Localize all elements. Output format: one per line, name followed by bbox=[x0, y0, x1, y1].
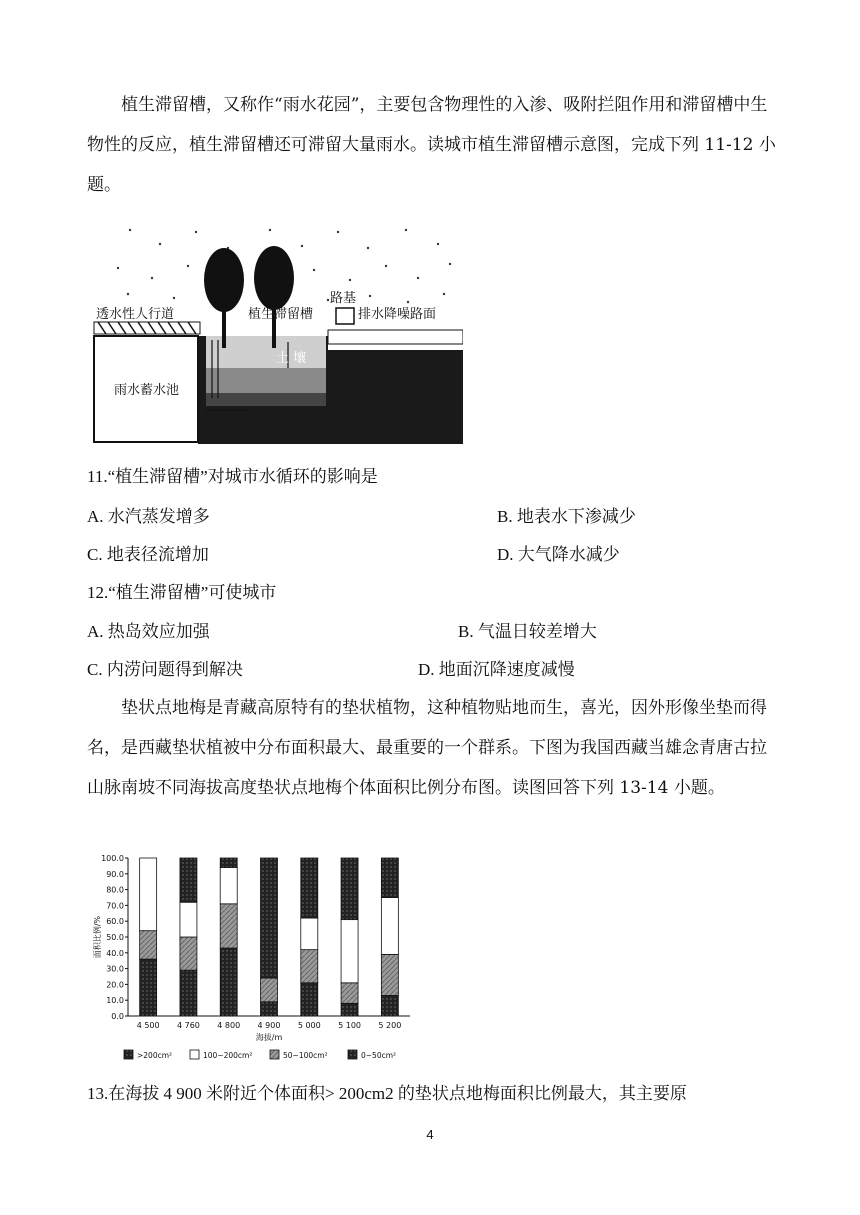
intro-paragraph-2: 垫状点地梅是青藏高原特有的垫状植物，这种植物贴地而生，喜光，因外形像坐垫而得名，是西藏垫状植被中分布面积最大、最重要的一个群系。下图为我国西藏当雄念青唐古拉山脉南坡不同海拔高度垫状点地梅个体面积比例分布图。读图回答下列 13-14 小题。 bbox=[87, 698, 767, 798]
q11-option-b[interactable]: B. 地表水下渗减少 bbox=[497, 507, 636, 526]
bar-segment bbox=[261, 1002, 278, 1016]
soil-label: 土 壤 bbox=[276, 351, 307, 366]
bioretention-diagram bbox=[88, 218, 463, 444]
q11-option-a[interactable]: A. 水汽蒸发增多 bbox=[87, 507, 210, 526]
bar-segment bbox=[381, 995, 398, 1016]
bar-segment bbox=[220, 948, 237, 1016]
bar-segment bbox=[301, 918, 318, 950]
q12-option-b[interactable]: B. 气温日较差增大 bbox=[458, 622, 597, 641]
legend-swatch bbox=[124, 1050, 133, 1059]
x-tick-label: 4 900 bbox=[257, 1021, 281, 1030]
bar-segment bbox=[301, 858, 318, 918]
x-tick-label: 4 500 bbox=[136, 1021, 160, 1030]
y-tick-label: 10.0 bbox=[106, 996, 124, 1006]
bar-segment bbox=[381, 954, 398, 995]
y-tick-label: 90.0 bbox=[106, 869, 124, 879]
bar-segment bbox=[301, 983, 318, 1016]
bar-segment bbox=[220, 867, 237, 903]
bar-segment bbox=[301, 950, 318, 983]
roadbed-label: 路基 bbox=[330, 291, 357, 306]
q12-option-a[interactable]: A. 热岛效应加强 bbox=[87, 622, 210, 641]
sidewalk-label: 透水性人行道 bbox=[96, 307, 175, 322]
q12-stem: 12.“植生滞留槽”可使城市 bbox=[87, 583, 277, 602]
intro-paragraph-1: 植生滞留槽，又称作“雨水花园”，主要包含物理性的入渗、吸附拦阻作用和滞留槽中生物性的反应，植生滞留槽还可滞留大量雨水。读城市植生滞留槽示意图，完成下列 11-12 小题。 bbox=[87, 95, 776, 195]
page-number: 4 bbox=[426, 1127, 434, 1142]
x-tick-label: 5 100 bbox=[338, 1021, 362, 1030]
legend-swatch bbox=[348, 1050, 357, 1059]
x-tick-label: 4 760 bbox=[176, 1021, 200, 1030]
bar-segment bbox=[341, 1003, 358, 1016]
bar-segment bbox=[140, 931, 157, 959]
bar-segment bbox=[180, 970, 197, 1016]
bar-segment bbox=[341, 920, 358, 983]
y-axis-label: 面积比例/% bbox=[93, 915, 102, 959]
bar-segment bbox=[341, 858, 358, 920]
y-tick-label: 20.0 bbox=[106, 980, 124, 990]
pool-label: 雨水蓄水池 bbox=[114, 383, 180, 398]
y-tick-label: 40.0 bbox=[106, 948, 124, 958]
road-surface bbox=[328, 330, 463, 344]
legend-swatch bbox=[190, 1050, 199, 1059]
bar-segment bbox=[180, 902, 197, 937]
bar-segment bbox=[341, 983, 358, 1004]
x-tick-label: 5 200 bbox=[378, 1021, 402, 1030]
q11-option-c[interactable]: C. 地表径流增加 bbox=[87, 545, 209, 564]
legend-label: 50~100cm² bbox=[283, 1051, 328, 1060]
bar-segment bbox=[261, 978, 278, 1002]
bar-segment bbox=[220, 858, 237, 867]
bar-segment bbox=[261, 858, 278, 978]
stacked-bar-chart bbox=[90, 850, 420, 1065]
q13-stem: 13.在海拔 4 900 米附近个体面积> 200cm2 的垫状点地梅面积比例最大，其主要原 bbox=[87, 1084, 687, 1103]
bar-segment bbox=[180, 858, 197, 902]
bar-segment bbox=[220, 904, 237, 948]
q12-option-d[interactable]: D. 地面沉降速度减慢 bbox=[418, 660, 575, 679]
y-tick-label: 80.0 bbox=[106, 885, 124, 895]
bar-segment bbox=[381, 898, 398, 955]
x-axis-label: 海拔/m bbox=[255, 1033, 283, 1042]
bar-segment bbox=[381, 858, 398, 898]
x-tick-label: 4 800 bbox=[217, 1021, 241, 1030]
q11-stem: 11.“植生滞留槽”对城市水循环的影响是 bbox=[87, 467, 378, 486]
legend-swatch bbox=[270, 1050, 279, 1059]
legend-label: 0~50cm² bbox=[361, 1051, 397, 1060]
tree-icon bbox=[204, 246, 294, 348]
y-tick-label: 30.0 bbox=[106, 964, 124, 974]
q11-option-d[interactable]: D. 大气降水减少 bbox=[497, 545, 620, 564]
y-tick-label: 50.0 bbox=[106, 933, 124, 942]
x-tick-label: 5 000 bbox=[297, 1021, 321, 1030]
bar-segment bbox=[140, 858, 157, 931]
trough-label: 植生滞留槽 bbox=[248, 307, 314, 322]
y-tick-label: 0.0 bbox=[111, 1012, 124, 1021]
legend-label: >200cm² bbox=[137, 1051, 173, 1060]
q12-option-c[interactable]: C. 内涝问题得到解决 bbox=[87, 660, 243, 679]
bar-segment bbox=[180, 937, 197, 970]
y-tick-label: 70.0 bbox=[106, 901, 124, 911]
roadbed-box bbox=[336, 308, 354, 324]
y-tick-label: 60.0 bbox=[106, 917, 124, 927]
y-tick-label: 100.0 bbox=[101, 854, 124, 863]
legend-label: 100~200cm² bbox=[203, 1051, 253, 1060]
road-label: 排水降噪路面 bbox=[358, 307, 437, 322]
bar-segment bbox=[140, 959, 157, 1016]
